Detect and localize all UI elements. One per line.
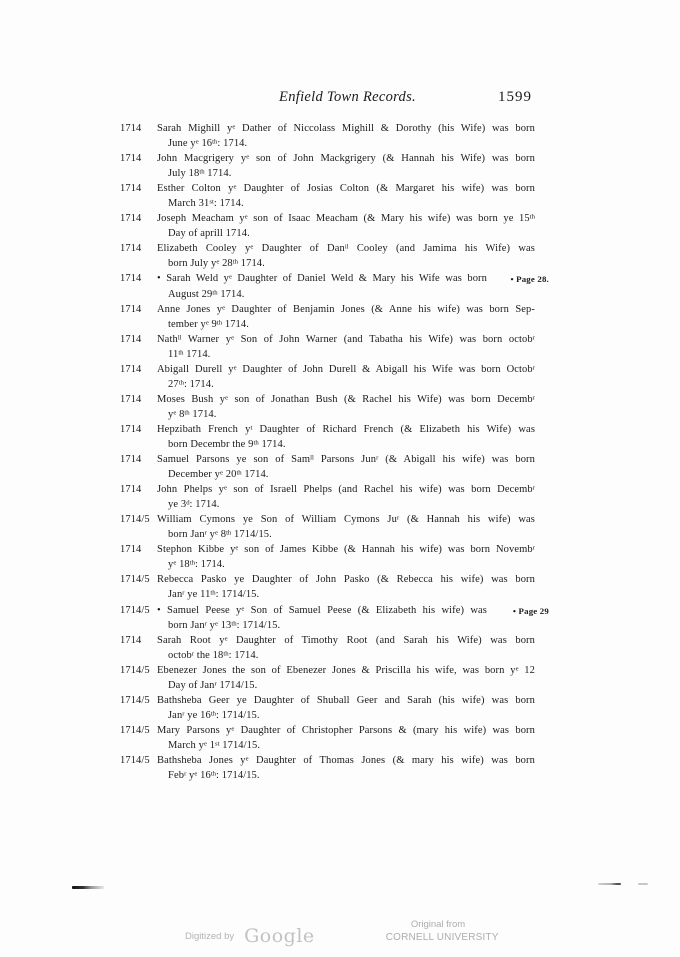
- entry-line1: Moses Bush $y^e$ son of Jonathan Bush (& Rachel his Wife) was born Decemb$^r$: [157, 393, 535, 405]
- entry-line2: Jan$^r$ ye 16th: 1714/15.: [168, 709, 260, 721]
- margin-note: • Page 28.: [510, 274, 549, 285]
- entry-line2: $y^e$ 8th 1714.: [168, 408, 217, 420]
- record-entry: [120, 241, 535, 271]
- google-logo: Google: [244, 925, 315, 947]
- record-entry: [120, 181, 535, 211]
- entry-line2: 27th: 1714.: [168, 378, 214, 390]
- entry-line2: $y^e$ 18th: 1714.: [168, 559, 225, 571]
- institution-label: CORNELL UNIVERSITY: [385, 931, 499, 943]
- entry-year: 1714: [120, 454, 142, 466]
- record-entry: [120, 452, 535, 482]
- entry-year: 1714: [120, 273, 142, 285]
- scan-artifact-dash-right-1: [598, 883, 621, 885]
- entry-year: 1714/5: [120, 514, 150, 526]
- entry-line2: ye 3$^d$: 1714.: [168, 499, 220, 511]
- record-entry: [120, 362, 535, 392]
- record-entry: [120, 663, 535, 693]
- entry-year: 1714/5: [120, 724, 150, 736]
- entry-line2: born Decembr the 9th 1714.: [168, 438, 286, 450]
- page-number: 1599: [498, 89, 532, 105]
- entry-line2: December $y^e$ 20th 1714.: [168, 469, 269, 481]
- entry-year: 1714: [120, 303, 142, 315]
- record-entry: [120, 211, 535, 241]
- entry-year: 1714/5: [120, 754, 150, 766]
- footer: [0, 915, 680, 950]
- entry-line1: Rebecca Pasko ye Daughter of John Pasko (& Rebecca his wife) was born: [157, 574, 535, 586]
- record-entry: [120, 542, 535, 572]
- original-from-label: Original from: [410, 919, 466, 930]
- entry-line1: Hepzibath French $y^t$ Daughter of Richard French (& Elizabeth his Wife) was: [157, 423, 535, 435]
- entry-line2: 11th 1714.: [168, 348, 211, 360]
- digitization-credit: [185, 925, 315, 947]
- record-entry: [120, 603, 549, 633]
- entry-line2: July 18th 1714.: [168, 168, 232, 180]
- entry-line1: Esther Colton $y^e$ Daughter of Josias Colton (& Margaret his wife) was born: [157, 183, 535, 195]
- entry-line2: born July $y^e$ 28th 1714.: [168, 258, 265, 270]
- entry-line2: Feb$^r$ $y^e$ 16th: 1714/15.: [168, 770, 260, 782]
- entry-line2: octob$^r$ the 18th: 1714.: [168, 649, 259, 661]
- entry-year: 1714: [120, 484, 142, 496]
- entry-line1: Bathsheba Geer ye Daughter of Shuball Geer and Sarah (his wife) was born: [157, 694, 535, 706]
- record-entry: [120, 151, 535, 181]
- origin-credit: [383, 919, 499, 944]
- entry-line2: tember $y^e$ 9th 1714.: [168, 318, 249, 330]
- entry-line1: Mary Parsons $y^e$ Daughter of Christopher Parsons & (mary his wife) was born: [157, 724, 535, 736]
- entry-year: 1714: [120, 544, 142, 556]
- entry-line1: Ebenezer Jones the son of Ebenezer Jones & Priscilla his wife, was born $y^e$ 12: [157, 664, 535, 676]
- page-title: Enfield Town Records.: [279, 89, 416, 105]
- entry-line2: March $y^e$ 1st 1714/15.: [168, 739, 261, 751]
- entry-line2: June $y^e$ 16th: 1714.: [168, 138, 248, 150]
- entry-year: 1714: [120, 423, 142, 435]
- entry-year: 1714/5: [120, 574, 150, 586]
- record-entry: [120, 572, 535, 602]
- margin-note: • Page 29: [512, 605, 549, 616]
- scan-artifact-dash-right-2: [638, 883, 648, 885]
- entry-line2: Day of Jan$^r$ 1714/15.: [168, 679, 258, 691]
- entry-line2: March 31st: 1714.: [168, 198, 244, 210]
- scan-artifact-dash-left: [72, 886, 104, 889]
- entry-year: 1714: [120, 123, 142, 134]
- record-entry: [120, 482, 535, 512]
- entry-line2: Jan$^r$ ye 11th: 1714/15.: [168, 589, 260, 601]
- entry-year: 1714: [120, 393, 142, 405]
- record-entry: [120, 693, 535, 723]
- entry-line2: born Jan$^r$ $y^e$ 8th 1714/15.: [168, 529, 272, 541]
- entry-year: 1714: [120, 634, 142, 646]
- entry-line1: Samuel Parsons ye son of Sam$^{ll}$ Parsons Jun$^r$ (& Abigall his wife) was born: [157, 454, 535, 466]
- entry-line1: John Phelps $y^e$ son of Israell Phelps (and Rachel his wife) was born Decemb$^r$: [157, 484, 535, 496]
- entry-line1: Bathsheba Jones $y^e$ Daughter of Thomas Jones (& mary his wife) was born: [157, 754, 535, 766]
- record-entry: [120, 723, 535, 753]
- record-entry: [120, 271, 549, 301]
- entry-line1: • Sarah Weld $y^e$ Daughter of Daniel Weld & Mary his Wife was born: [157, 273, 487, 285]
- entry-line2: Day of aprill 1714.: [168, 228, 250, 240]
- entry-line1: • Samuel Peese $y^e$ Son of Samuel Peese (& Elizabeth his wife) was: [157, 604, 487, 616]
- entry-line1: Joseph Meacham $y^e$ son of Isaac Meacham (& Mary his wife) was born ye 15th: [157, 213, 535, 225]
- entry-line1: Sarah Mighill $y^e$ Dather of Niccolass Mighill & Dorothy (his Wife) was born: [157, 123, 535, 134]
- entry-line1: Elizabeth Cooley $y^e$ Daughter of Dan$^{il}$ Cooley (and Jamima his Wife) was: [157, 243, 535, 255]
- entry-line1: Stephon Kibbe $y^e$ son of James Kibbe (& Hannah his wife) was born Novemb$^r$: [157, 544, 535, 556]
- entry-line1: Anne Jones $y^e$ Daughter of Benjamin Jones (& Anne his wife) was born Sep-: [157, 303, 535, 315]
- entry-year: 1714: [120, 243, 142, 255]
- entry-year: 1714/5: [120, 604, 150, 616]
- digitized-by-label: Digitized by: [185, 931, 235, 942]
- record-entry: [120, 332, 535, 362]
- entry-line2: August 29th 1714.: [168, 288, 245, 300]
- record-entry: [120, 753, 535, 783]
- entry-year: 1714: [120, 153, 142, 165]
- records-list: [120, 121, 549, 783]
- entry-year: 1714: [120, 363, 142, 375]
- record-entry: [120, 302, 535, 332]
- entry-year: 1714: [120, 213, 142, 225]
- entry-line1: John Macgrigery $y^e$ son of John Mackgrigery (& Hannah his Wife) was born: [157, 153, 535, 165]
- entry-year: 1714: [120, 333, 142, 345]
- record-entry: [120, 121, 535, 151]
- entry-year: 1714/5: [120, 664, 150, 676]
- entry-line2: born Jan$^r$ $y^e$ 13th: 1714/15.: [168, 619, 281, 631]
- record-entry: [120, 633, 535, 663]
- entry-line1: William Cymons ye Son of William Cymons Ju$^r$ (& Hannah his wife) was: [157, 514, 535, 526]
- record-entry: [120, 512, 535, 542]
- entry-line1: Nath$^{ll}$ Warner $y^e$ Son of John Warner (and Tabatha his Wife) was born octob$^r$: [157, 333, 535, 345]
- entry-year: 1714: [120, 183, 142, 195]
- record-entry: [120, 392, 535, 422]
- entry-line1: Sarah Root $y^e$ Daughter of Timothy Root (and Sarah his Wife) was born: [157, 634, 535, 646]
- record-entry: [120, 422, 535, 452]
- page-header: [120, 89, 535, 109]
- entry-line1: Abigall Durell $y^e$ Daughter of John Durell & Abigall his Wife was born Octob$^r$: [157, 363, 535, 375]
- entry-year: 1714/5: [120, 694, 150, 706]
